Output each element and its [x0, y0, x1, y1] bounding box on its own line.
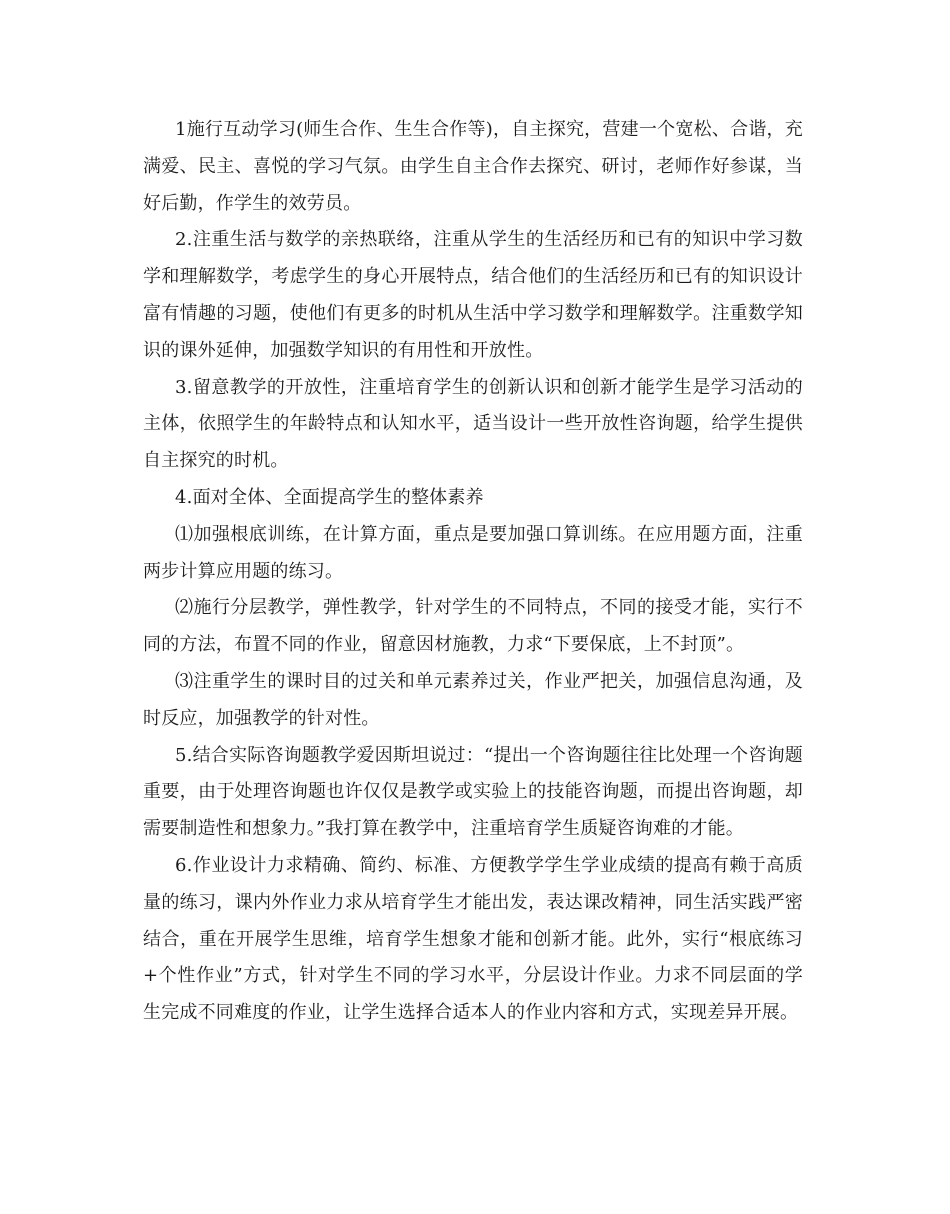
paragraph-4-heading: 4.面对全体、全面提高学生的整体素养 — [175, 486, 484, 508]
paragraph-5: 5.结合实际咨询题教学爱因斯坦说过：“提出一个咨询题往往比处理一个咨询题重要，由于处理咨询题也许仅仅是教学或实验上的技能咨询题，而提出咨询题，却需要制造性和想象力。”我打算在教学中，注重培育学生质疑咨询难的才能。 — [143, 744, 803, 840]
paragraph-1: 1施行互动学习(师生合作、生生合作等)，自主探究，营建一个宽松、合谐，充满爱、民主、喜悦的学习气氛。由学生自主合作去探究、研讨，老师作好参谋，当好后勤，作学生的效劳员。 — [143, 119, 803, 214]
paragraph-3: 3.留意教学的开放性，注重培育学生的创新认识和创新才能学生是学习活动的主体，依照学生的年龄特点和认知水平，适当设计一些开放性咨询题，给学生提供自主探究的时机。 — [143, 376, 803, 472]
paragraph-4-item-3: ⑶注重学生的课时目的过关和单元素养过关，作业严把关，加强信息沟通，及时反应，加强教学的针对性。 — [143, 670, 803, 729]
document-body — [143, 112, 803, 1032]
paragraph-2: 2.注重生活与数学的亲热联络，注重从学生的生活经历和已有的知识中学习数学和理解数学，考虑学生的身心开展特点，结合他们的生活经历和已有的知识设计富有情趣的习题，使他们有更多的时机从生活中学习数学和理解数学。注重数学知识的课外延伸，加强数学知识的有用性和开放性。 — [143, 229, 803, 361]
paragraph-4-item-2: ⑵施行分层教学，弹性教学，针对学生的不同特点，不同的接受才能，实行不同的方法，布置不同的作业，留意因材施教，力求“下要保底，上不封顶”。 — [143, 597, 803, 656]
paragraph-4-item-1: ⑴加强根底训练，在计算方面，重点是要加强口算训练。在应用题方面，注重两步计算应用题的练习。 — [143, 523, 803, 582]
paragraph-6: 6.作业设计力求精确、简约、标准、方便教学学生学业成绩的提高有赖于高质量的练习，课内外作业力求从培育学生才能出发，表达课改精神，同生活实践严密结合，重在开展学生思维，培育学生想象才能和创新才能。此外，实行“根底练习+个性作业”方式，针对学生不同的学习水平，分层设计作业。力求不同层面的学生完成不同难度的作业，让学生选择合适本人的作业内容和方式，实现差异开展。 — [143, 854, 803, 1024]
